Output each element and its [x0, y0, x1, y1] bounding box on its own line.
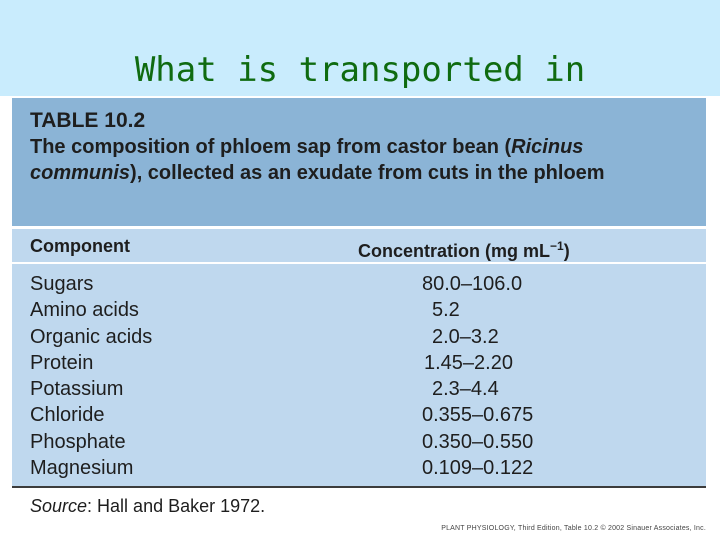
concentration-cell: 0.350–0.550 — [422, 430, 534, 453]
table-caption — [30, 108, 690, 186]
column-header-concentration — [358, 233, 570, 264]
slide-title: What is transported in — [134, 50, 586, 90]
caption-part-2: ), collected as an exudate from cuts in the phloem — [130, 162, 605, 184]
column-header-component: Component — [30, 236, 130, 256]
table-caption-text — [30, 134, 690, 186]
component-cell: Protein — [30, 351, 94, 374]
header-divider — [12, 262, 706, 264]
caption-part-1: The composition of phloem sap from castor bean ( — [30, 136, 512, 158]
table-number: TABLE 10.2 — [30, 109, 146, 132]
component-cell: Sugars — [30, 273, 94, 295]
concentration-cell: 0.109–0.122 — [422, 457, 534, 480]
table-rows — [30, 271, 690, 481]
concentration-cell: 2.0–3.2 — [432, 325, 499, 348]
table-source — [30, 494, 265, 518]
concentration-cell: 5.2 — [432, 299, 460, 322]
component-cell: Phosphate — [30, 430, 126, 453]
component-cell: Organic acids — [30, 325, 153, 348]
concentration-header-exponent: −1 — [550, 239, 564, 253]
table-row — [30, 350, 690, 376]
component-cell: Amino acids — [30, 299, 139, 322]
source-text: : Hall and Baker 1972. — [87, 496, 266, 516]
source-label: Source — [30, 496, 88, 516]
concentration-cell: 80.0–106.0 — [422, 273, 523, 295]
concentration-cell: 2.3–4.4 — [432, 378, 499, 401]
table-bottom-rule — [12, 486, 706, 488]
caption-species: Ricinus communis — [30, 136, 584, 184]
table-row — [30, 455, 690, 481]
table-row — [30, 429, 690, 455]
table-row — [30, 402, 690, 428]
concentration-header-text: Concentration (mg mL — [358, 241, 550, 261]
concentration-header-close: ) — [563, 241, 570, 261]
component-cell: Chloride — [30, 404, 105, 427]
table-row — [30, 297, 690, 323]
component-cell: Magnesium — [30, 457, 134, 480]
concentration-cell: 0.355–0.675 — [422, 404, 534, 427]
table-row — [30, 324, 690, 350]
publisher-credit: PLANT PHYSIOLOGY, Third Edition, Table 10.2 © 2002 Sinauer Associates, Inc. — [441, 525, 706, 532]
table-row — [30, 271, 690, 297]
table-row — [30, 376, 690, 402]
concentration-cell: 1.45–2.20 — [424, 351, 513, 374]
component-cell: Potassium — [30, 378, 124, 401]
